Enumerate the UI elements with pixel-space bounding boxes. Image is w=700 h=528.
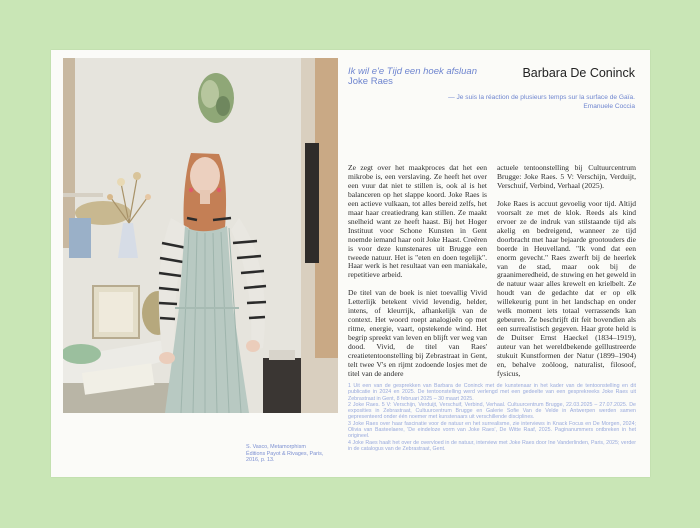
paragraph: Ze zegt over het maakproces dat het een mikrobe is, een verslaving. Ze heeft het over een vuur dat niet te stillen is, ook al is het balanceren op het slappe koord. Joke Raes is een actieve vulkaan, tot alles bereid zelfs, het maar haar creatiedrang kan stillen. Ze maakt snelheid want ze heeft haast. Bij het Hoger Instituut voor Schone Kunsten in Gent noemde iemand haar ooit Joke Haast. Creëren is voor deze kunstenares uit Brugge een tweede natuur. Het is "eten en doen tegelijk". Haar werk is het resultaat van een maniakale, repetitieve arbeid. [348,164,487,280]
artist-portrait-photo [63,58,338,413]
body-text [348,164,636,382]
portrait-illustration [63,58,338,413]
book-spread [51,50,650,477]
footnotes [348,383,636,471]
footnote: 2 Joke Raes. 5 V: Verschijn, Verduijt, Verschuif, Verbind, Verhaal. Cultuurcentrum Brugge, 22.03.2025 – 27.07.2025. De exposities in Zebrastraat, Cultuurcentrum Brugge en Galerie Sofie Van de Velde in Antwerpen werden samen gepresenteerd onder één noemer met kunstenaars uit verschillende disciplines. [348,401,636,421]
footnote: 1 Uit een van de gesprekken van Barbara de Coninck met de kunstenaar in het kader van de tentoonstelling en dit publicatie in 2024 en 2025. De tentoonstelling werd verlengd met een gedeelte van een gesprekreeks Joke Raes uit Zebrastraat in Gent, 8 februari 2025 – 30 maart 2025. [348,383,636,402]
photo-caption [246,444,341,464]
caption-line: Éditions Payot & Rivages, Paris, [246,450,324,457]
caption-line: 2016, p. 13. [246,457,275,464]
caption-line: S. Vasco, Metamorphism [246,444,306,450]
chapter-heading [348,67,488,87]
wall-sculpture [198,73,234,123]
paragraph: actuele tentoonstelling bij Cultuurcentrum Brugge: Joke Raes. 5 V: Verschijn, Verduijt, Verschuif, Verbind, Verhaal (2025). [497,164,636,190]
chapter-title: Ik wil e'e Tijd een hoek afsluan [348,66,477,77]
epigraph-quote: — Je suis la réaction de plusieurs temps sur la surface de Gaïa. [448,94,635,101]
chapter-subtitle: Joke Raes [348,76,393,87]
paragraph: Joke Raes is accuut gevoelig voor tijd. Altijd voorsalt ze met de klok. Reeds als kind ervoer ze de indruk van stilstaande tijd als akelig en bedreigend, wanneer ze tijd doorbracht met haar bejaarde grootouders die boerde in Heuvelland. "Ik vond dat een enorm gevecht." Raes zwerft bij de heerlek van de stad, maar ook bij de graanimeredheid, de stuwing en het geweld in de natuur waar alles krewelt en krielbelt. Ze houdt van de gedachte dat er op elk willekeurig punt in het landschap en onder welk moment iets totaal verrassends kan gebeuren. Ze beschrijft dit feit bovendien als een surrealistisch gegeven. Haar grote held is de Duitser Ernst Haeckel (1834–1919), auteur van het wereldbekende geïllustreerde stukuit Kunstformen der Natur (1899–1904) en, behalve zoöloog, naturalist, filosoof, fysicus, [497,198,636,378]
epigraph [415,93,635,111]
footnote: 3 Joke Raes over haar fascinatie voor de natuur en het surrealisme, zie interviews in Knack Focus en De Morgen, 2024; Olivia van Basteelaere, 'De eindeloze vorm van Joke Raes', De Witte Raaf, 2025. Paginanummers ontbreken in het origineel. [348,420,636,440]
footnote: 4 Joke Raes haalt het over de overvloed in de natuur, interview met Joke Raes door Ine Vanderlinden, Paris, 2025; verder in de catalogus van de Zebrastraat, Gent. [348,439,636,452]
epigraph-attribution: Emanuele Coccia [583,103,635,110]
paragraph: De titel van de boek is niet toevallig Vivid Letterlijk betekent vivid levendig, helder, intens, of kleurrijk, afhankelijk van de context. Het woord roept analogieën op met ritme, energie, vaart, opstekende wind. Het begrip spreekt van leven en blijft ver weg van dood. Vivid, de titel van Raes' creatietentoonstelling bij Zebrastraat in Gent, telt twee V's en rijmt zodoende losjes met de titel van de andere [348,288,487,378]
author-name: Barbara De Coninck [522,66,635,80]
